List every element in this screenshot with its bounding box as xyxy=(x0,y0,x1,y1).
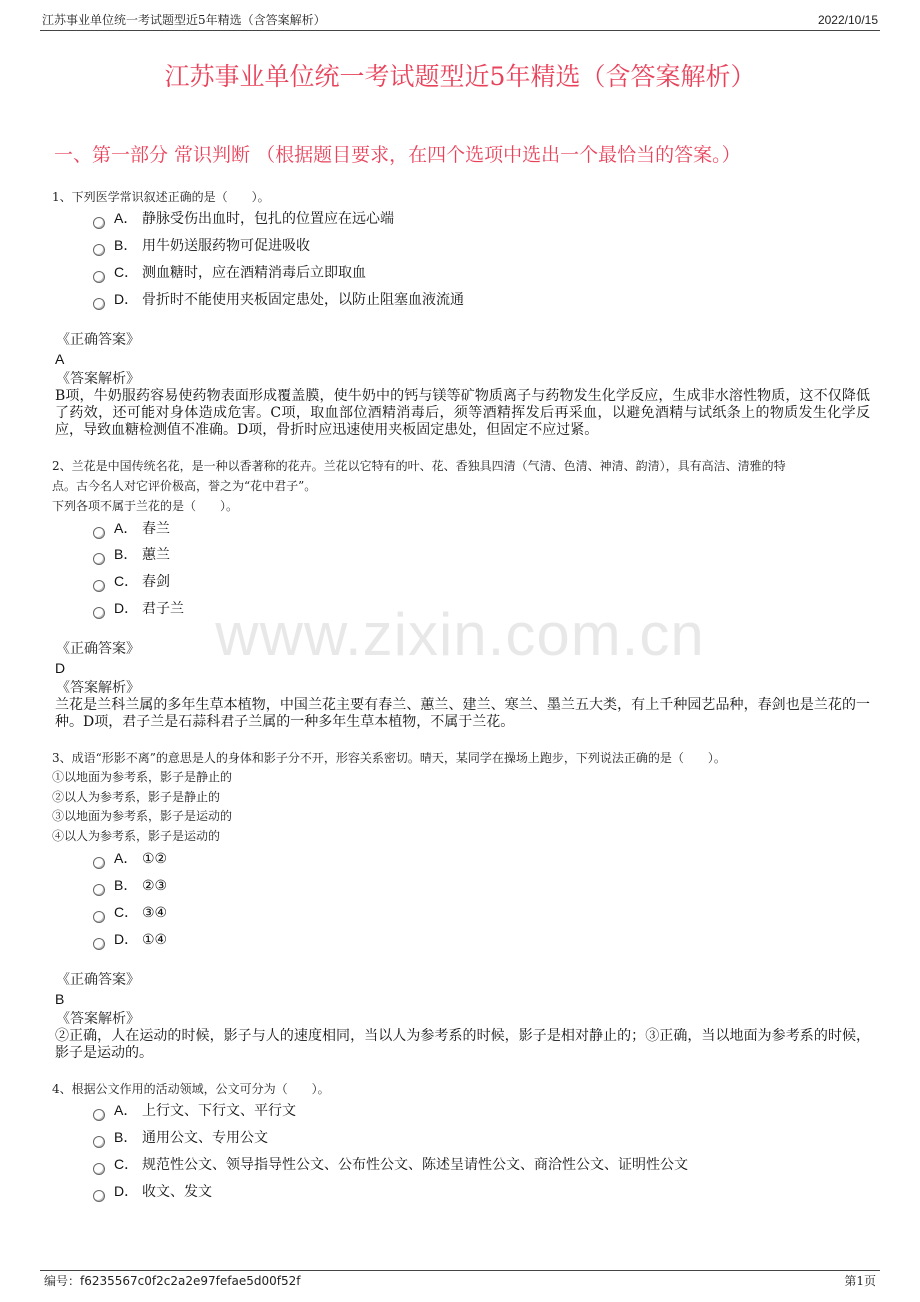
header-doc-name: 江苏事业单位统一考试题型近5年精选（含答案解析） xyxy=(42,13,326,27)
radio-icon[interactable] xyxy=(93,938,105,950)
option-letter: A． xyxy=(114,520,138,536)
page-footer xyxy=(40,1270,880,1289)
question-3-statement: ③以地面为参考系，影子是运动的 xyxy=(52,809,233,823)
option-letter: C． xyxy=(114,573,139,589)
option-text: 测血糖时，应在酒精消毒后立即取血 xyxy=(142,265,366,281)
header-date: 2022/10/15 xyxy=(817,13,878,27)
option-letter: C． xyxy=(114,264,139,280)
q1-option-d[interactable] xyxy=(93,288,464,310)
radio-icon[interactable] xyxy=(93,1136,105,1148)
q4-option-d[interactable] xyxy=(93,1180,212,1202)
radio-icon[interactable] xyxy=(93,244,105,256)
radio-icon[interactable] xyxy=(93,911,105,923)
option-letter: D． xyxy=(114,600,139,616)
q1-option-b[interactable] xyxy=(93,234,310,256)
radio-icon[interactable] xyxy=(93,607,105,619)
q1-option-c[interactable] xyxy=(93,261,366,283)
option-letter: D． xyxy=(114,931,139,947)
correct-answer-value: B xyxy=(55,991,65,1007)
page-number: 第1页 xyxy=(844,1274,876,1288)
option-letter: B． xyxy=(114,877,138,893)
q3-option-c[interactable] xyxy=(93,901,167,923)
option-text: 春剑 xyxy=(142,574,170,590)
option-text: 骨折时不能使用夹板固定患处，以防止阻塞血液流通 xyxy=(142,292,464,308)
question-2-stem-line: 点。古今名人对它评价极高，誉之为“花中君子”。 xyxy=(52,479,317,493)
correct-answer-label: 《正确答案》 xyxy=(56,641,140,657)
correct-answer-value: D xyxy=(55,660,66,676)
q2-option-c[interactable] xyxy=(93,570,170,592)
q3-option-a[interactable] xyxy=(93,847,167,869)
correct-answer-label: 《正确答案》 xyxy=(56,972,140,988)
question-3-statement: ②以人为参考系，影子是静止的 xyxy=(52,790,221,804)
radio-icon[interactable] xyxy=(93,884,105,896)
option-letter: A． xyxy=(114,210,138,226)
q4-option-a[interactable] xyxy=(93,1099,296,1121)
option-letter: A． xyxy=(114,850,138,866)
option-text: ②③ xyxy=(142,878,168,894)
question-2-stem-line: 下列各项不属于兰花的是（ ）。 xyxy=(52,499,239,513)
option-letter: B． xyxy=(114,546,138,562)
option-text: ③④ xyxy=(142,905,168,921)
option-letter: B． xyxy=(114,237,138,253)
analysis-label: 《答案解析》 xyxy=(56,1011,140,1027)
answer-explanation: B项，牛奶服药容易使药物表面形成覆盖膜，使牛奶中的钙与镁等矿物质离子与药物发生化学反应，生成非水溶性物质，这不仅降低了药效，还可能对身体造成危害。C项，取血部位酒精消毒后，须等酒精挥发后再采血，以避免酒精与试纸条上的物质发生化学反应，导致血糖检测值不准确。D项，骨折时应迅速使用夹板固定患处，但固定不应过紧。 xyxy=(55,388,870,438)
q3-option-b[interactable] xyxy=(93,874,167,896)
q4-option-c[interactable] xyxy=(93,1153,688,1175)
correct-answer-label: 《正确答案》 xyxy=(56,332,140,348)
question-3-statement: ④以人为参考系，影子是运动的 xyxy=(52,829,221,843)
analysis-label: 《答案解析》 xyxy=(56,371,140,387)
question-4-stem: 4、根据公文作用的活动领域，公文可分为（ ）。 xyxy=(52,1082,330,1096)
radio-icon[interactable] xyxy=(93,580,105,592)
option-letter: C． xyxy=(114,1156,139,1172)
question-3-statement: ①以地面为参考系，影子是静止的 xyxy=(52,770,233,784)
answer-explanation: ②正确，人在运动的时候，影子与人的速度相同，当以人为参考系的时候，影子是相对静止的；③正确，当以地面为参考系的时候，影子是运动的。 xyxy=(55,1028,870,1061)
q2-option-b[interactable] xyxy=(93,543,170,565)
question-3-stem-line: 3、成语“形影不离”的意思是人的身体和影子分不开，形容关系密切。晴天，某同学在操场上跑步，下列说法正确的是（ ）。 xyxy=(52,751,726,765)
option-letter: D． xyxy=(114,291,139,307)
option-text: ①④ xyxy=(142,932,168,948)
q3-option-d[interactable] xyxy=(93,928,167,950)
section-heading: 一、第一部分 常识判断 （根据题目要求，在四个选项中选出一个最恰当的答案。） xyxy=(54,144,741,166)
radio-icon[interactable] xyxy=(93,1109,105,1121)
q2-option-a[interactable] xyxy=(93,517,170,539)
radio-icon[interactable] xyxy=(93,1163,105,1175)
question-1-stem: 1、下列医学常识叙述正确的是（ ）。 xyxy=(52,190,270,204)
document-code: 编号：f6235567c0f2c2a2e97fefae5d00f52f xyxy=(44,1274,301,1288)
option-text: 静脉受伤出血时，包扎的位置应在远心端 xyxy=(142,211,394,227)
question-2-stem-line: 2、兰花是中国传统名花，是一种以香著称的花卉。兰花以它特有的叶、花、香独具四清（气清、色清、神清、韵清），具有高洁、清雅的特 xyxy=(52,459,786,473)
document-title: 江苏事业单位统一考试题型近5年精选（含答案解析） xyxy=(164,61,756,91)
analysis-label: 《答案解析》 xyxy=(56,680,140,696)
option-text: 君子兰 xyxy=(142,601,184,617)
answer-explanation: 兰花是兰科兰属的多年生草本植物，中国兰花主要有春兰、蕙兰、建兰、寒兰、墨兰五大类，有上千种园艺品种，春剑也是兰花的一种。D项，君子兰是石蒜科君子兰属的一种多年生草本植物，不属于兰花。 xyxy=(55,697,870,730)
option-text: 春兰 xyxy=(142,521,170,537)
correct-answer-value: A xyxy=(55,351,65,367)
option-text: 通用公文、专用公文 xyxy=(142,1130,268,1146)
watermark: www.zixin.com.cn xyxy=(215,601,705,668)
option-letter: B． xyxy=(114,1129,138,1145)
radio-icon[interactable] xyxy=(93,271,105,283)
q2-option-d[interactable] xyxy=(93,597,184,619)
option-text: 收文、发文 xyxy=(142,1184,212,1200)
page-header xyxy=(40,12,880,31)
option-text: 上行文、下行文、平行文 xyxy=(142,1103,296,1119)
radio-icon[interactable] xyxy=(93,1190,105,1202)
q1-option-a[interactable] xyxy=(93,207,394,229)
radio-icon[interactable] xyxy=(93,527,105,539)
radio-icon[interactable] xyxy=(93,553,105,565)
option-letter: D． xyxy=(114,1183,139,1199)
option-text: 规范性公文、领导指导性公文、公布性公文、陈述呈请性公文、商洽性公文、证明性公文 xyxy=(142,1157,688,1173)
option-text: 用牛奶送服药物可促进吸收 xyxy=(142,238,310,254)
radio-icon[interactable] xyxy=(93,857,105,869)
option-letter: C． xyxy=(114,904,139,920)
option-text: 蕙兰 xyxy=(142,547,170,563)
radio-icon[interactable] xyxy=(93,298,105,310)
q4-option-b[interactable] xyxy=(93,1126,268,1148)
radio-icon[interactable] xyxy=(93,217,105,229)
option-text: ①② xyxy=(142,851,168,867)
option-letter: A． xyxy=(114,1102,138,1118)
